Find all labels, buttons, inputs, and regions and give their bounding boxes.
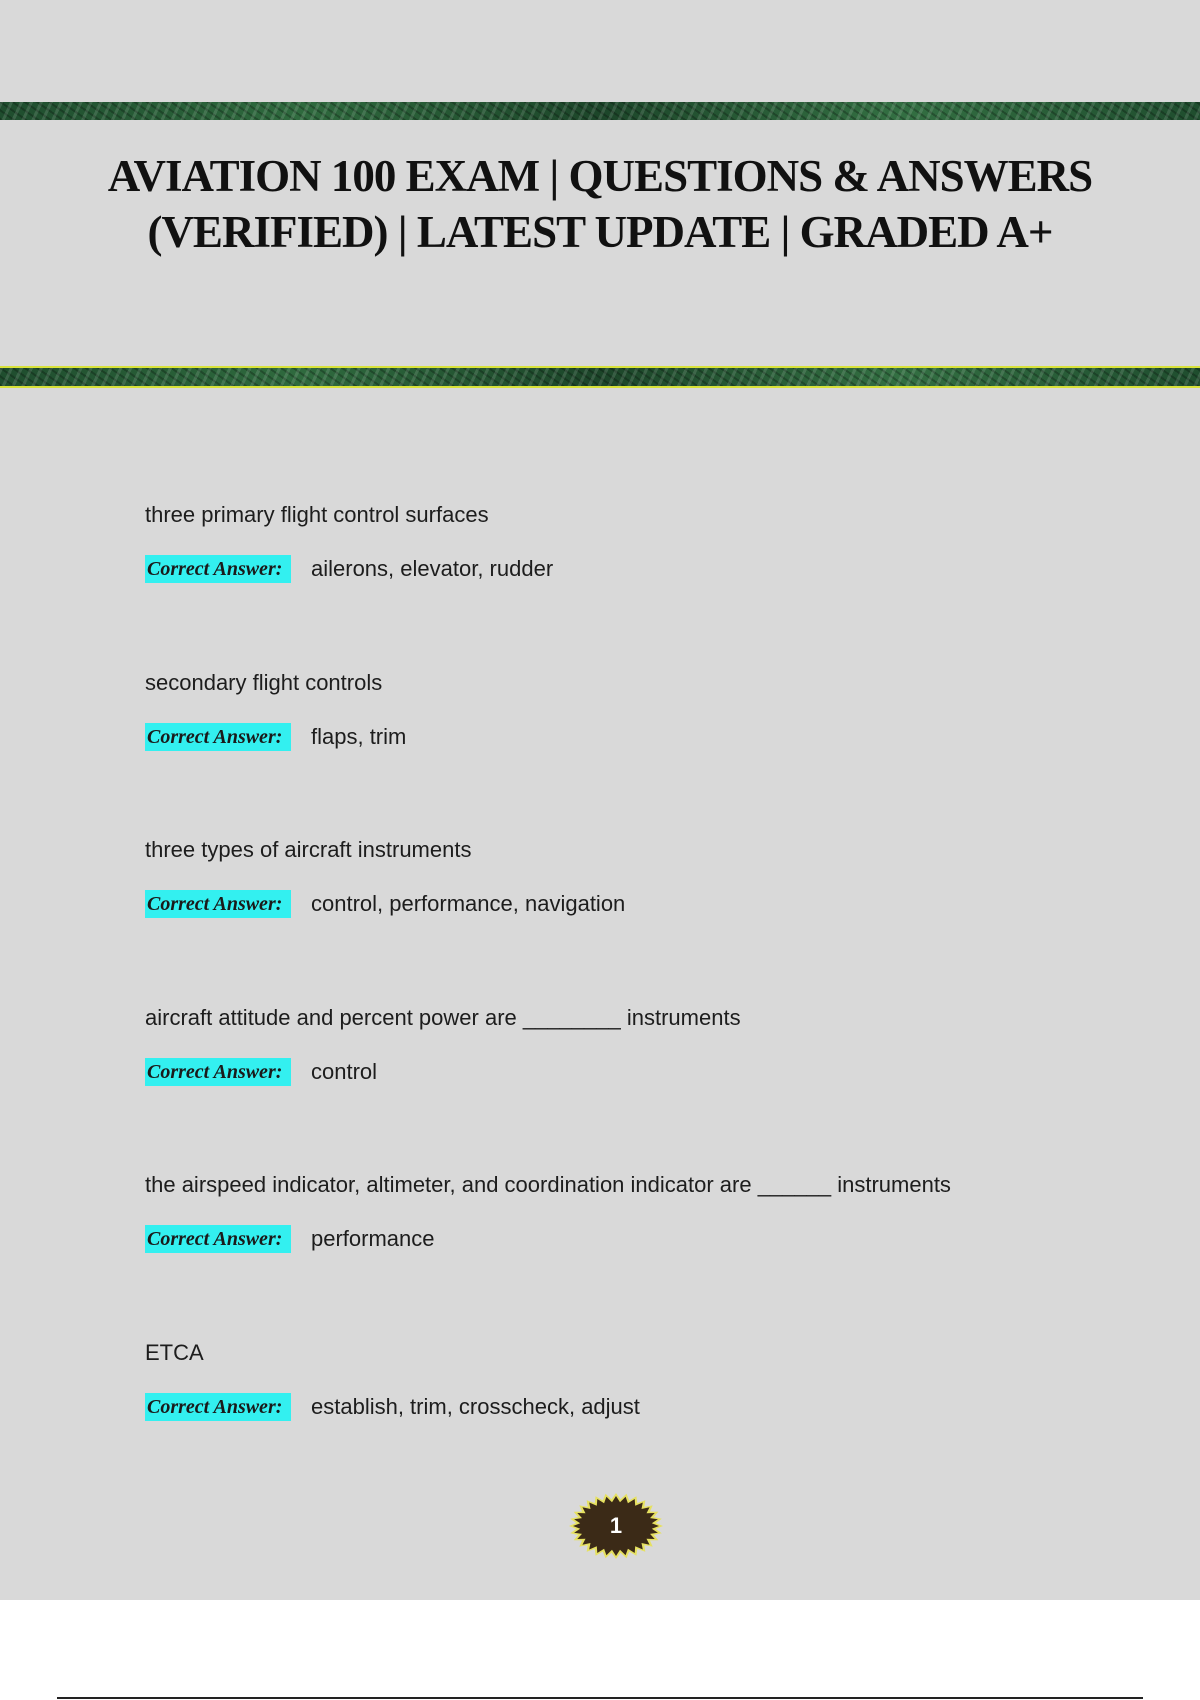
qa-list — [145, 498, 1105, 1503]
question-text: three primary flight control surfaces — [145, 502, 489, 527]
answer-row — [145, 722, 1105, 752]
answer-row — [145, 554, 1105, 584]
question-text: aircraft attitude and percent power are ________ instruments — [145, 1004, 741, 1030]
answer-text: control — [311, 1058, 378, 1084]
qa-item — [145, 1336, 1105, 1504]
answer-row — [145, 1057, 1105, 1087]
correct-answer-label: Correct Answer: — [145, 555, 291, 583]
qa-item — [145, 1001, 1105, 1169]
answer-text: establish, trim, crosscheck, adjust — [311, 1393, 640, 1419]
answer-text: ailerons, elevator, rudder — [311, 556, 554, 581]
question-text: the airspeed indicator, altimeter, and coordination indicator are ______ instruments — [145, 1172, 951, 1197]
page-number: 1 — [609, 1513, 623, 1538]
qa-item — [145, 833, 1105, 1001]
qa-item — [145, 1168, 1105, 1336]
correct-answer-label: Correct Answer: — [145, 1393, 291, 1421]
answer-text: flaps, trim — [311, 723, 407, 749]
answer-text: control, performance, navigation — [311, 891, 626, 916]
answer-text: performance — [311, 1226, 435, 1251]
correct-answer-label: Correct Answer: — [145, 1058, 291, 1086]
decorative-top-band — [0, 102, 1200, 120]
question-text: ETCA — [145, 1339, 204, 1365]
qa-item — [145, 666, 1105, 834]
correct-answer-label: Correct Answer: — [145, 890, 291, 918]
question-text: secondary flight controls — [145, 669, 383, 695]
answer-row — [145, 889, 1105, 919]
answer-row — [145, 1224, 1105, 1254]
correct-answer-label: Correct Answer: — [145, 1225, 291, 1253]
answer-row — [145, 1392, 1105, 1422]
question-text: three types of aircraft instruments — [145, 837, 472, 862]
document-title: AVIATION 100 EXAM | QUESTIONS & ANSWERS (VERIFIED) | LATEST UPDATE | GRADED A+ — [107, 151, 1093, 257]
footer-divider — [57, 1697, 1143, 1699]
page-number-badge — [568, 1492, 664, 1560]
decorative-bottom-band — [0, 366, 1200, 388]
qa-item — [145, 498, 1105, 666]
correct-answer-label: Correct Answer: — [145, 723, 291, 751]
